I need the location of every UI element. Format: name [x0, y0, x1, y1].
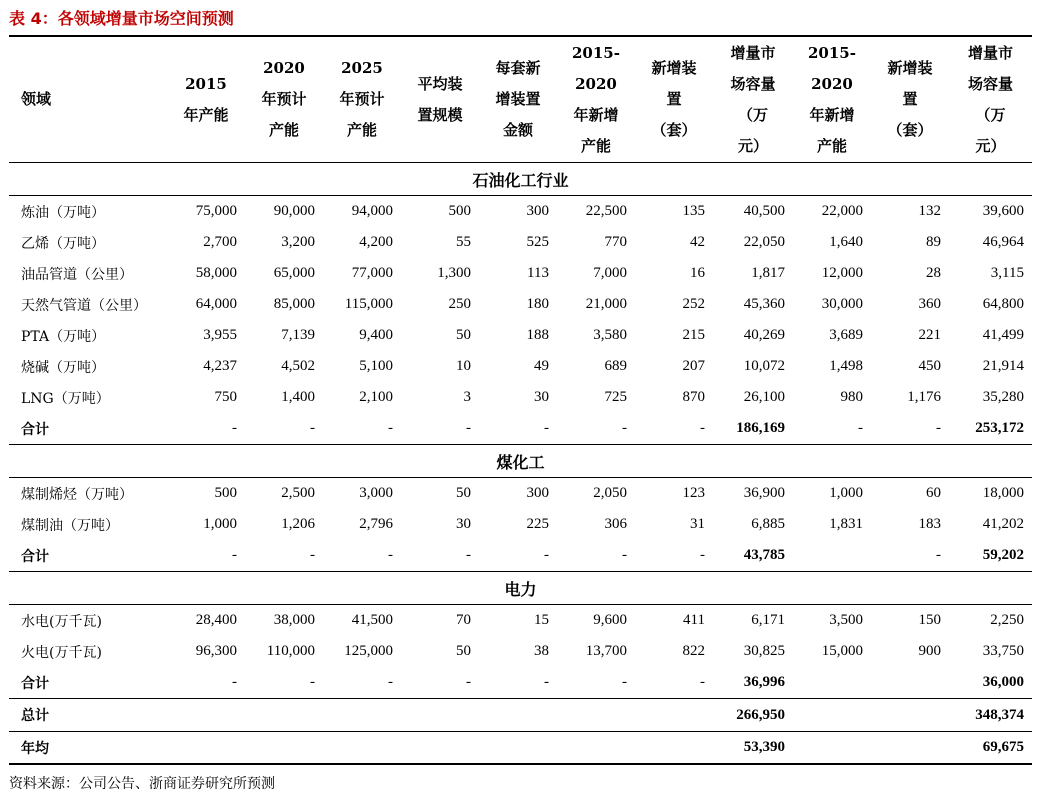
- table-cell: 725: [604, 389, 627, 405]
- table-row: [9, 509, 1032, 540]
- table-cell: 4,200: [359, 234, 393, 250]
- table-cell: 1,831: [829, 516, 863, 532]
- table-cell: 41,500: [351, 612, 393, 628]
- table-cell: 26,100: [743, 389, 785, 405]
- table-cell: 500: [214, 485, 237, 501]
- table-cell: 18,000: [982, 485, 1024, 501]
- table-cell: 1,000: [829, 485, 863, 501]
- table-cell: 115,000: [344, 296, 393, 312]
- table-cell: 300: [526, 203, 549, 219]
- column-header: 2020 年预计 产能: [245, 37, 323, 163]
- table-cell: 69,675: [949, 732, 1032, 765]
- table-cell: -: [323, 540, 401, 572]
- table-cell: -: [167, 667, 245, 699]
- table-cell: 110,000: [266, 643, 315, 659]
- table-cell: 2,796: [359, 516, 393, 532]
- table-cell: 4,237: [203, 358, 237, 374]
- table-cell: 46,964: [982, 234, 1024, 250]
- table-row: [9, 258, 1032, 289]
- table-cell: 215: [682, 327, 705, 343]
- table-cell: 150: [918, 612, 941, 628]
- table-cell: 15: [534, 612, 549, 628]
- table-cell: 50: [456, 327, 471, 343]
- table-cell: 10: [456, 358, 471, 374]
- table-cell: 50: [456, 643, 471, 659]
- table-cell: -: [479, 413, 557, 445]
- table-cell: 3,200: [281, 234, 315, 250]
- table-cell: 22,000: [821, 203, 863, 219]
- total-row: [9, 699, 1032, 732]
- table-cell: 22,050: [743, 234, 785, 250]
- table-cell: 123: [682, 485, 705, 501]
- table-row: [9, 351, 1032, 382]
- table-cell: 28,400: [195, 612, 237, 628]
- table-cell: 30: [534, 389, 549, 405]
- table-cell: 35,280: [982, 389, 1024, 405]
- section-title: 电力: [9, 572, 1032, 605]
- table-cell: 253,172: [949, 413, 1032, 445]
- table-cell: 2,050: [593, 485, 627, 501]
- table-cell: 90,000: [273, 203, 315, 219]
- table-cell: 75,000: [195, 203, 237, 219]
- table-cell: 3,580: [593, 327, 627, 343]
- section-header-row: [9, 572, 1032, 605]
- table-cell: [401, 732, 479, 765]
- column-header: 2025 年预计 产能: [323, 37, 401, 163]
- table-cell: 3,955: [203, 327, 237, 343]
- table-cell: 2,100: [359, 389, 393, 405]
- table-cell: -: [401, 413, 479, 445]
- table-row: [9, 605, 1032, 637]
- table-cell: 70: [456, 612, 471, 628]
- table-cell: 30,825: [743, 643, 785, 659]
- table-cell: -: [245, 540, 323, 572]
- table-cell: 3,500: [829, 612, 863, 628]
- table-cell: 125,000: [344, 643, 393, 659]
- table-cell: [479, 699, 557, 732]
- column-header: 新增装 置 （套）: [871, 37, 949, 163]
- table-cell: 135: [682, 203, 705, 219]
- table-cell: [557, 699, 635, 732]
- table-cell: 49: [534, 358, 549, 374]
- table-cell: 1,817: [751, 265, 785, 281]
- column-header: 每套新 增装置 金额: [479, 37, 557, 163]
- subtotal-row: [9, 413, 1032, 445]
- row-label: 乙烯（万吨）: [21, 235, 105, 252]
- column-header: 增量市 场容量 （万 元）: [713, 37, 793, 163]
- table-cell: [635, 699, 713, 732]
- table-cell: 89: [926, 234, 941, 250]
- table-cell: 113: [527, 265, 549, 281]
- table-cell: 21,914: [982, 358, 1024, 374]
- table-cell: 3,000: [359, 485, 393, 501]
- table-cell: 53,390: [713, 732, 793, 765]
- table-cell: 3: [463, 389, 471, 405]
- table-cell: 221: [918, 327, 941, 343]
- table-cell: -: [479, 540, 557, 572]
- table-cell: -: [557, 540, 635, 572]
- row-label: 烧碱（万吨）: [21, 359, 105, 376]
- table-row: [9, 636, 1032, 667]
- source-note: 资料来源：公司公告、浙商证券研究所预测: [9, 776, 275, 792]
- table-cell: 41,499: [982, 327, 1024, 343]
- table-cell: [793, 667, 871, 699]
- table-cell: [871, 699, 949, 732]
- table-cell: 689: [604, 358, 627, 374]
- row-label: 炼油（万吨）: [21, 204, 105, 221]
- table-cell: 2,700: [203, 234, 237, 250]
- table-row: [9, 478, 1032, 510]
- row-label: LNG（万吨）: [21, 390, 110, 407]
- table-cell: 2,500: [281, 485, 315, 501]
- table-cell: 36,000: [949, 667, 1032, 699]
- row-label: 合计: [9, 667, 167, 699]
- section-title: 煤化工: [9, 445, 1032, 478]
- table-cell: -: [557, 667, 635, 699]
- row-label: 总计: [9, 699, 167, 732]
- subtotal-row: [9, 540, 1032, 572]
- table-cell: 6,171: [751, 612, 785, 628]
- table-cell: 1,400: [281, 389, 315, 405]
- table-cell: -: [871, 413, 949, 445]
- column-header: 新增装 置 （套）: [635, 37, 713, 163]
- table-cell: 348,374: [949, 699, 1032, 732]
- table-cell: -: [323, 667, 401, 699]
- table-cell: [871, 667, 949, 699]
- table-cell: 900: [918, 643, 941, 659]
- table-cell: [557, 732, 635, 765]
- column-header: 增量市 场容量 （万 元）: [949, 37, 1032, 163]
- table-cell: -: [401, 667, 479, 699]
- table-cell: 300: [526, 485, 549, 501]
- table-cell: -: [635, 413, 713, 445]
- table-cell: 77,000: [351, 265, 393, 281]
- table-cell: -: [871, 540, 949, 572]
- row-label: 火电(万千瓦): [21, 644, 102, 661]
- table-cell: -: [323, 413, 401, 445]
- header-row: [9, 37, 1032, 163]
- table-cell: 207: [682, 358, 705, 374]
- table-cell: 94,000: [351, 203, 393, 219]
- table-cell: 38,000: [273, 612, 315, 628]
- market-forecast-table: [9, 37, 1032, 765]
- table-cell: [245, 732, 323, 765]
- table-cell: 10,072: [743, 358, 785, 374]
- table-cell: 33,750: [982, 643, 1024, 659]
- table-cell: 2,250: [990, 612, 1024, 628]
- table-cell: [793, 699, 871, 732]
- table-cell: 180: [526, 296, 549, 312]
- row-label: 年均: [9, 732, 167, 765]
- table-cell: 870: [682, 389, 705, 405]
- table-cell: [479, 732, 557, 765]
- table-cell: 225: [526, 516, 549, 532]
- table-cell: 1,000: [203, 516, 237, 532]
- table-cell: -: [167, 413, 245, 445]
- section-header-row: [9, 445, 1032, 478]
- row-label: PTA（万吨）: [21, 328, 106, 345]
- table-cell: [793, 540, 871, 572]
- table-cell: 15,000: [821, 643, 863, 659]
- table-cell: 55: [456, 234, 471, 250]
- table-row: [9, 227, 1032, 258]
- table-cell: 36,996: [713, 667, 793, 699]
- table-cell: 40,269: [743, 327, 785, 343]
- table-cell: -: [245, 413, 323, 445]
- row-label: 油品管道（公里）: [21, 266, 133, 283]
- table-cell: 4,502: [281, 358, 315, 374]
- row-label: 水电(万千瓦): [21, 613, 102, 630]
- table-cell: 3,689: [829, 327, 863, 343]
- table-cell: -: [635, 667, 713, 699]
- table-cell: 7,139: [281, 327, 315, 343]
- subtotal-row: [9, 667, 1032, 699]
- table-cell: [245, 699, 323, 732]
- table-cell: 360: [918, 296, 941, 312]
- table-cell: 60: [926, 485, 941, 501]
- table-cell: 9,400: [359, 327, 393, 343]
- table-cell: 183: [918, 516, 941, 532]
- table-cell: [323, 732, 401, 765]
- table-cell: 822: [682, 643, 705, 659]
- table-cell: 30,000: [821, 296, 863, 312]
- table-row: [9, 289, 1032, 320]
- average-row: [9, 732, 1032, 765]
- table-cell: 500: [448, 203, 471, 219]
- table-cell: 96,300: [195, 643, 237, 659]
- table-cell: 132: [918, 203, 941, 219]
- table-cell: -: [793, 413, 871, 445]
- table-cell: 39,600: [982, 203, 1024, 219]
- table-cell: 9,600: [593, 612, 627, 628]
- table-cell: 43,785: [713, 540, 793, 572]
- table-cell: 980: [840, 389, 863, 405]
- column-header: 2015 年产能: [167, 37, 245, 163]
- table-cell: 750: [214, 389, 237, 405]
- table-cell: 1,640: [829, 234, 863, 250]
- table-cell: -: [479, 667, 557, 699]
- table-cell: 41,202: [982, 516, 1024, 532]
- row-label: 天然气管道（公里）: [21, 297, 147, 314]
- table-cell: 411: [683, 612, 705, 628]
- table-title: 表 4：各领域增量市场空间预测: [9, 9, 234, 28]
- column-header: 2015- 2020 年新增 产能: [793, 37, 871, 163]
- table-cell: 252: [682, 296, 705, 312]
- table-cell: 12,000: [821, 265, 863, 281]
- table-cell: 31: [690, 516, 705, 532]
- table-cell: 30: [456, 516, 471, 532]
- table-cell: 58,000: [195, 265, 237, 281]
- table-cell: [793, 732, 871, 765]
- table-cell: [871, 732, 949, 765]
- table-cell: 45,360: [743, 296, 785, 312]
- table-cell: 1,176: [907, 389, 941, 405]
- table-cell: 1,206: [281, 516, 315, 532]
- table-cell: 450: [918, 358, 941, 374]
- table-cell: [167, 732, 245, 765]
- table-cell: [401, 699, 479, 732]
- row-label: 煤制烯烃（万吨）: [21, 486, 133, 503]
- table-cell: 266,950: [713, 699, 793, 732]
- table-cell: [635, 732, 713, 765]
- row-label: 合计: [9, 413, 167, 445]
- column-header: 2015- 2020 年新增 产能: [557, 37, 635, 163]
- table-cell: -: [245, 667, 323, 699]
- table-cell: 21,000: [585, 296, 627, 312]
- table-cell: 64,800: [982, 296, 1024, 312]
- table-row: [9, 320, 1032, 351]
- table-cell: 525: [526, 234, 549, 250]
- table-cell: 306: [604, 516, 627, 532]
- table-cell: 186,169: [713, 413, 793, 445]
- table-cell: 1,300: [437, 265, 471, 281]
- table-cell: 40,500: [743, 203, 785, 219]
- table-cell: 13,700: [585, 643, 627, 659]
- table-cell: 50: [456, 485, 471, 501]
- table-cell: 36,900: [743, 485, 785, 501]
- table-cell: 59,202: [949, 540, 1032, 572]
- table-cell: 28: [926, 265, 941, 281]
- table-cell: 770: [604, 234, 627, 250]
- table-row: [9, 382, 1032, 413]
- table-row: [9, 196, 1032, 228]
- table-cell: 3,115: [990, 265, 1024, 281]
- table-cell: [167, 699, 245, 732]
- table-cell: 1,498: [829, 358, 863, 374]
- table-cell: 5,100: [359, 358, 393, 374]
- table-cell: 42: [690, 234, 705, 250]
- section-header-row: [9, 163, 1032, 196]
- table-cell: 6,885: [751, 516, 785, 532]
- table-cell: 7,000: [593, 265, 627, 281]
- table-cell: 65,000: [273, 265, 315, 281]
- table-cell: -: [401, 540, 479, 572]
- column-header: 平均装 置规模: [401, 37, 479, 163]
- table-cell: 64,000: [195, 296, 237, 312]
- section-title: 石油化工行业: [9, 163, 1032, 196]
- table-cell: 38: [534, 643, 549, 659]
- row-label: 合计: [9, 540, 167, 572]
- row-label: 煤制油（万吨）: [21, 517, 119, 534]
- table-cell: 188: [526, 327, 549, 343]
- table-cell: -: [635, 540, 713, 572]
- table-cell: 85,000: [273, 296, 315, 312]
- table-body: [9, 163, 1032, 765]
- table-cell: -: [557, 413, 635, 445]
- table-cell: -: [167, 540, 245, 572]
- table-cell: 22,500: [585, 203, 627, 219]
- column-header: 领域: [9, 37, 167, 163]
- table-cell: [323, 699, 401, 732]
- table-cell: 16: [690, 265, 705, 281]
- table-cell: 250: [448, 296, 471, 312]
